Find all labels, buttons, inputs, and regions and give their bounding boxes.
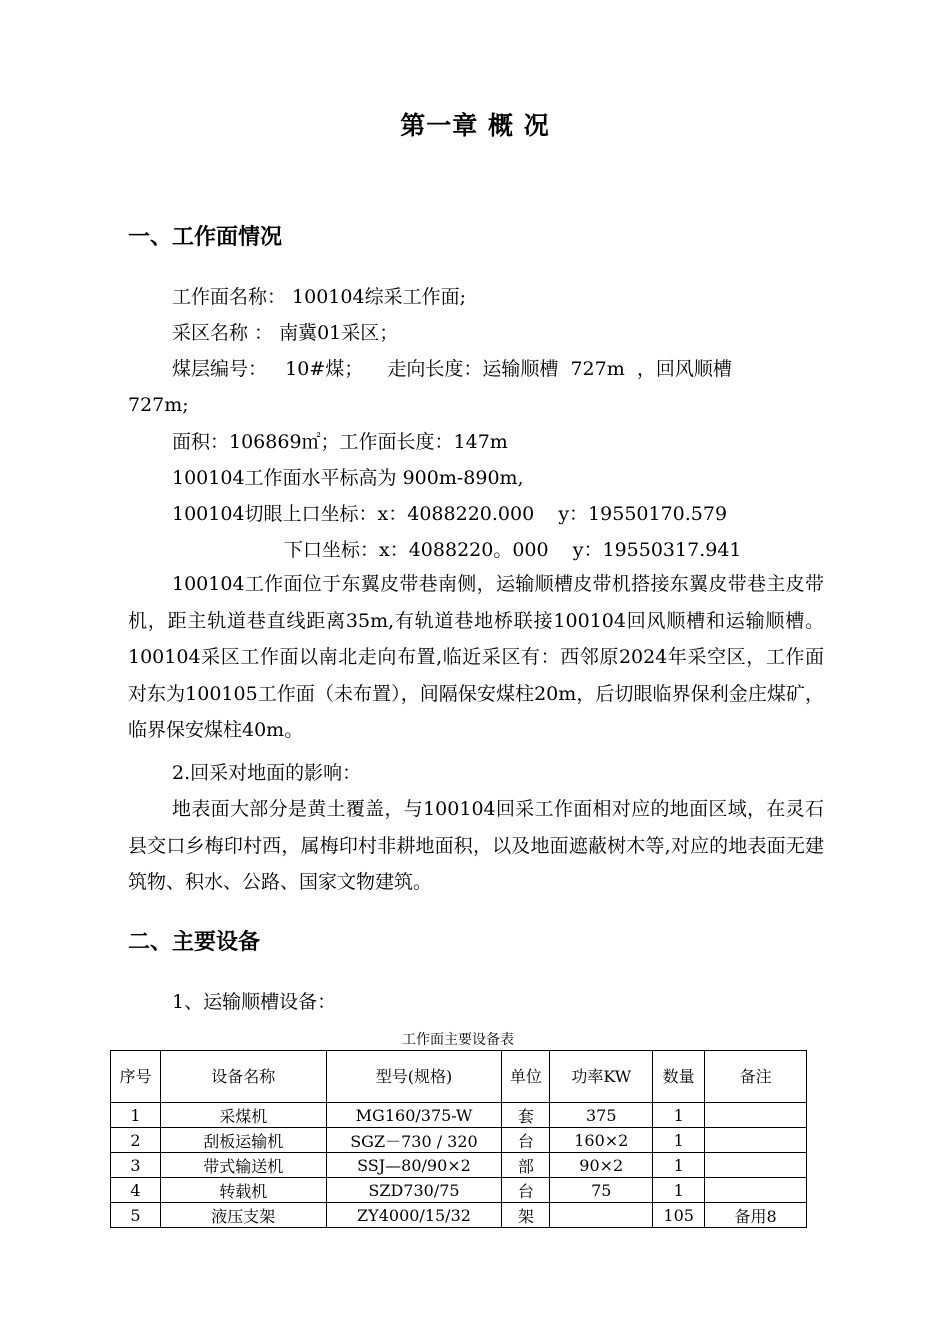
header-model: 型号(规格)	[326, 1051, 502, 1103]
table-caption: 工作面主要设备表	[402, 1032, 514, 1048]
table-row	[111, 1103, 807, 1128]
cell-remark: 备用8	[705, 1203, 807, 1228]
cell-name: 带式输送机	[160, 1153, 326, 1178]
cell-unit: 套	[502, 1103, 550, 1128]
header-remark: 备注	[705, 1051, 807, 1103]
cell-name: 转载机	[160, 1178, 326, 1203]
cell-unit: 台	[502, 1128, 550, 1153]
cell-quantity: 1	[653, 1128, 705, 1153]
table-row	[111, 1153, 807, 1178]
cell-remark	[705, 1153, 807, 1178]
cell-model: SZD730/75	[326, 1178, 502, 1203]
cell-power	[550, 1203, 653, 1228]
cell-power: 75	[550, 1178, 653, 1203]
table-row	[111, 1203, 807, 1228]
header-quantity: 数量	[653, 1051, 705, 1103]
cell-power: 375	[550, 1103, 653, 1128]
cell-remark	[705, 1128, 807, 1153]
cell-remark	[705, 1103, 807, 1128]
impact-paragraph: 地表面大部分是黄土覆盖，与100104回采工作面相对应的地面区域，在灵石县交口乡梅印村西，属梅印村非耕地面积，以及地面遮蔽树木等,对应的地表面无建筑物、积水、公路、国家文物建筑。	[128, 798, 824, 894]
district-name-line: 采区名称 ： 南冀01采区；	[172, 322, 399, 344]
cell-power: 90×2	[550, 1153, 653, 1178]
lower-coordinate-line: 下口坐标：x：4088220。000 y：19550317.941	[284, 539, 742, 561]
cell-index: 4	[111, 1178, 161, 1203]
cell-quantity: 1	[653, 1178, 705, 1203]
cell-name: 液压支架	[160, 1203, 326, 1228]
cell-index: 3	[111, 1153, 161, 1178]
cell-index: 1	[111, 1103, 161, 1128]
cell-model: SGZ－730 / 320	[326, 1128, 502, 1153]
cell-model: ZY4000/15/32	[326, 1203, 502, 1228]
location-paragraph: 100104工作面位于东翼皮带巷南侧，运输顺槽皮带机搭接东翼皮带巷主皮带机，距主轨道巷直线距离35m,有轨道巷地桥联接100104回风顺槽和运输顺槽。100104采区工作面以南北走向布置,临近采区有：西邻原2024年采空区，工作面对东为100105工作面（未布置），间隔保安煤柱20m，后切眼临界保利金庄煤矿，临界保安煤柱40m。	[128, 573, 824, 742]
upper-coordinate-line: 100104切眼上口坐标：x：4088220.000 y：19550170.579	[172, 503, 728, 525]
table-header-row	[111, 1051, 807, 1103]
elevation-line: 100104工作面水平标高为 900m-890m,	[172, 467, 524, 489]
cell-model: SSJ—80/90×2	[326, 1153, 502, 1178]
cell-unit: 架	[502, 1203, 550, 1228]
cell-index: 5	[111, 1203, 161, 1228]
table-row	[111, 1128, 807, 1153]
cell-index: 2	[111, 1128, 161, 1153]
header-index: 序号	[111, 1051, 161, 1103]
cell-unit: 部	[502, 1153, 550, 1178]
equipment-table	[110, 1050, 807, 1228]
cell-unit: 台	[502, 1178, 550, 1203]
chapter-title: 第一章 概 况	[400, 111, 550, 140]
cell-quantity: 105	[653, 1203, 705, 1228]
header-power: 功率KW	[550, 1051, 653, 1103]
header-name: 设备名称	[160, 1051, 326, 1103]
face-name-line: 工作面名称： 100104综采工作面;	[172, 286, 466, 308]
cell-name: 刮板运输机	[160, 1128, 326, 1153]
seam-line-continued: 727m;	[128, 394, 189, 416]
cell-quantity: 1	[653, 1153, 705, 1178]
cell-quantity: 1	[653, 1103, 705, 1128]
cell-name: 采煤机	[160, 1103, 326, 1128]
section-heading-work-face: 一、工作面情况	[128, 225, 283, 250]
table-row	[111, 1178, 807, 1203]
cell-remark	[705, 1178, 807, 1203]
cell-power: 160×2	[550, 1128, 653, 1153]
section-heading-equipment: 二、主要设备	[128, 930, 261, 955]
area-line: 面积：106869㎡；工作面长度：147m	[172, 431, 508, 453]
cell-model: MG160/375-W	[326, 1103, 502, 1128]
header-unit: 单位	[502, 1051, 550, 1103]
equipment-subtitle: 1、运输顺槽设备：	[172, 991, 337, 1013]
seam-line: 煤层编号： 10#煤； 走向长度：运输顺槽 727m ，回风顺槽	[172, 358, 732, 380]
impact-heading: 2.回采对地面的影响：	[172, 762, 362, 784]
